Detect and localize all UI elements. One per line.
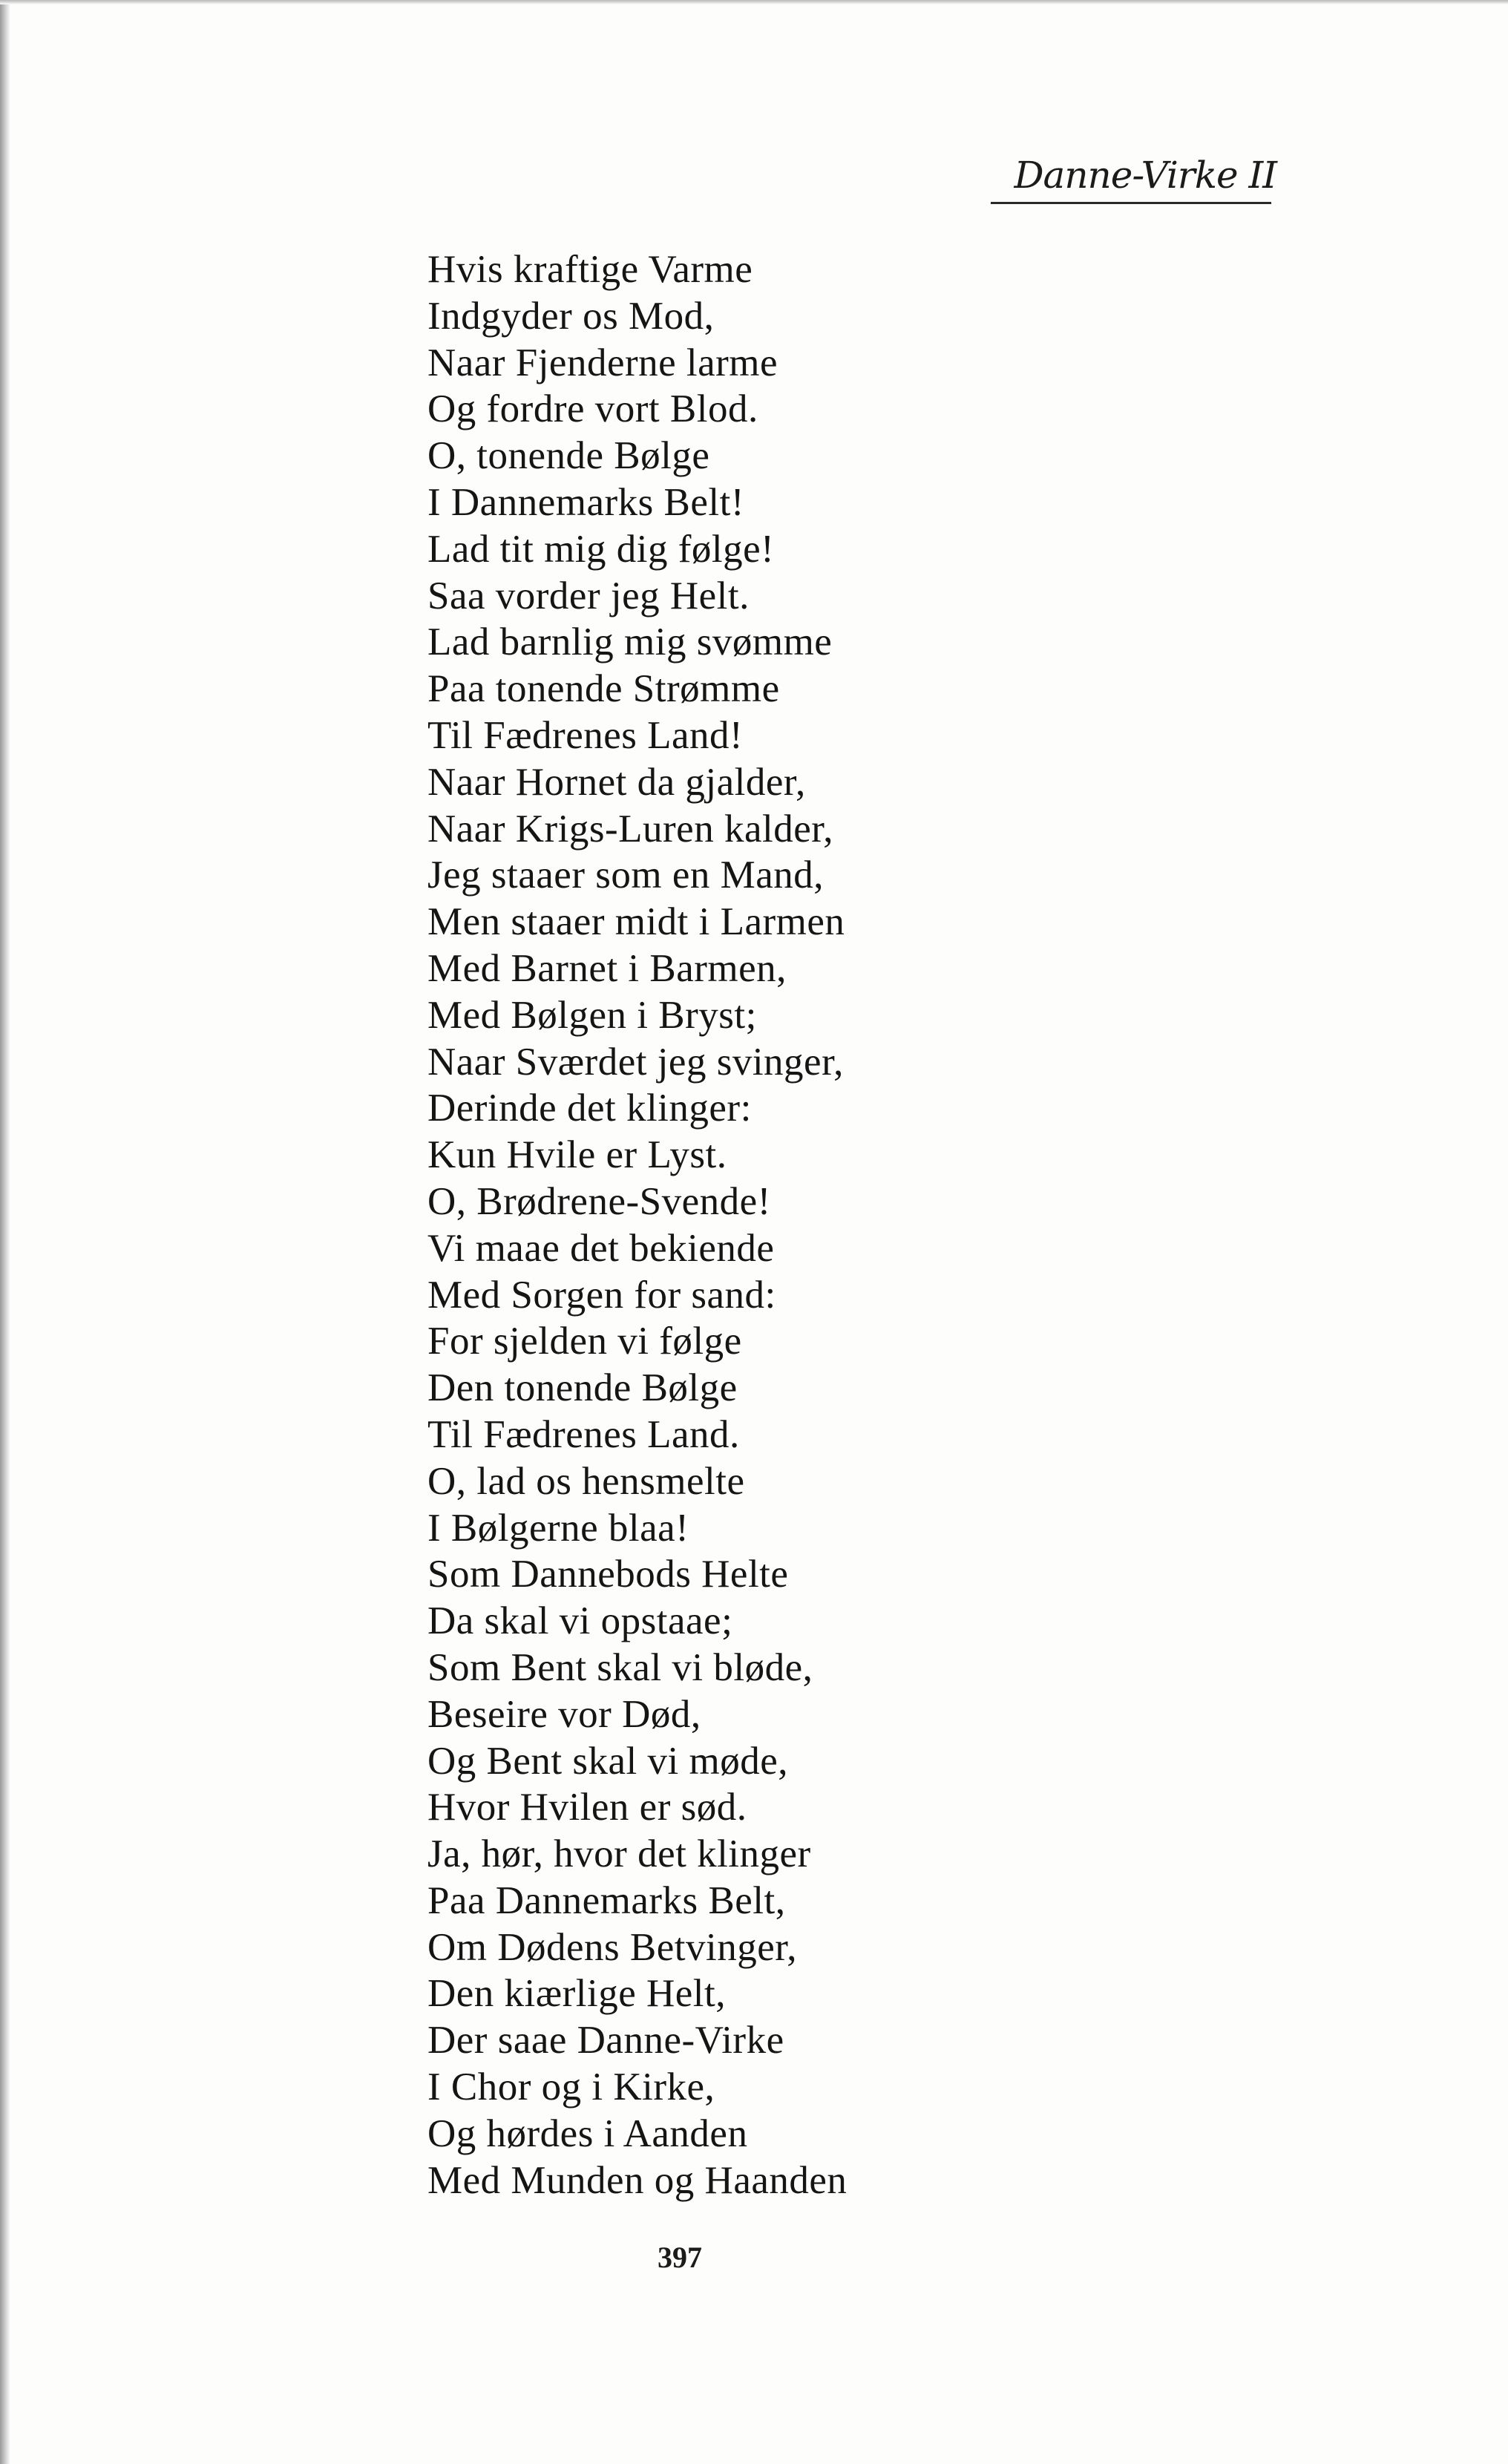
poem-line: I Chor og i Kirke, xyxy=(427,2065,715,2109)
poem-line: Med Munden og Haanden xyxy=(427,2158,848,2202)
poem-text xyxy=(427,246,1170,2203)
poem-line: O, lad os hensmelte xyxy=(427,1459,745,1503)
poem-line: Og fordre vort Blod. xyxy=(427,387,758,431)
page-number: 397 xyxy=(658,2241,702,2274)
poem-line: Og hørdes i Aanden xyxy=(427,2111,748,2155)
poem-line: Den tonende Bølge xyxy=(427,1366,738,1410)
poem-line: Til Fædrenes Land. xyxy=(427,1412,740,1456)
poem-line: Til Fædrenes Land! xyxy=(427,713,744,757)
poem-line: Som Bent skal vi bløde, xyxy=(427,1645,813,1689)
running-head: Danne-Virke II xyxy=(1014,154,1276,197)
poem-line: Om Dødens Betvinger, xyxy=(427,1925,798,1969)
poem-line: Lad tit mig dig følge! xyxy=(427,527,775,571)
poem-line: Og Bent skal vi møde, xyxy=(427,1739,788,1783)
poem-line: O, tonende Bølge xyxy=(427,434,710,478)
poem-line: O, Brødrene-Svende! xyxy=(427,1179,771,1223)
poem-line: Med Bølgen i Bryst; xyxy=(427,993,757,1037)
poem-line: Saa vorder jeg Helt. xyxy=(427,574,750,617)
poem-line: Da skal vi opstaae; xyxy=(427,1599,733,1643)
poem-line: Vi maae det bekiende xyxy=(427,1226,775,1270)
poem-line: Beseire vor Død, xyxy=(427,1692,701,1736)
poem-line: Som Dannebods Helte xyxy=(427,1553,789,1596)
poem-line: Hvor Hvilen er sød. xyxy=(427,1786,747,1829)
running-head-rule xyxy=(991,202,1271,204)
poem-line: Med Barnet i Barmen, xyxy=(427,946,787,990)
poem-line: Naar Hornet da gjalder, xyxy=(427,760,806,804)
poem-line: Hvis kraftige Varme xyxy=(427,248,753,291)
poem-line: Ja, hør, hvor det klinger xyxy=(427,1832,811,1876)
poem-line: Der saae Danne-Virke xyxy=(427,2019,784,2062)
poem-line: Paa Dannemarks Belt, xyxy=(427,1878,786,1922)
poem-line: Derinde det klinger: xyxy=(427,1087,752,1130)
poem-line: Naar Fjenderne larme xyxy=(427,341,778,384)
poem-line: Naar Krigs-Luren kalder, xyxy=(427,807,833,851)
poem-line: Paa tonende Strømme xyxy=(427,667,780,711)
poem-line: Lad barnlig mig svømme xyxy=(427,620,833,664)
poem-line: I Dannemarks Belt! xyxy=(427,480,744,524)
page-edge-shadow xyxy=(0,0,10,2464)
poem-line: Den kiærlige Helt, xyxy=(427,1972,726,2016)
poem-line: Indgyder os Mod, xyxy=(427,294,715,338)
poem-line: For sjelden vi følge xyxy=(427,1320,742,1363)
poem-line: Med Sorgen for sand: xyxy=(427,1273,776,1317)
page-top-edge xyxy=(0,0,1508,4)
poem-line: Jeg staaer som en Mand, xyxy=(427,853,824,897)
poem-line: I Bølgerne blaa! xyxy=(427,1506,689,1550)
poem-line: Kun Hvile er Lyst. xyxy=(427,1133,727,1177)
poem-line: Naar Sværdet jeg svinger, xyxy=(427,1040,844,1084)
poem-line: Men staaer midt i Larmen xyxy=(427,900,845,944)
